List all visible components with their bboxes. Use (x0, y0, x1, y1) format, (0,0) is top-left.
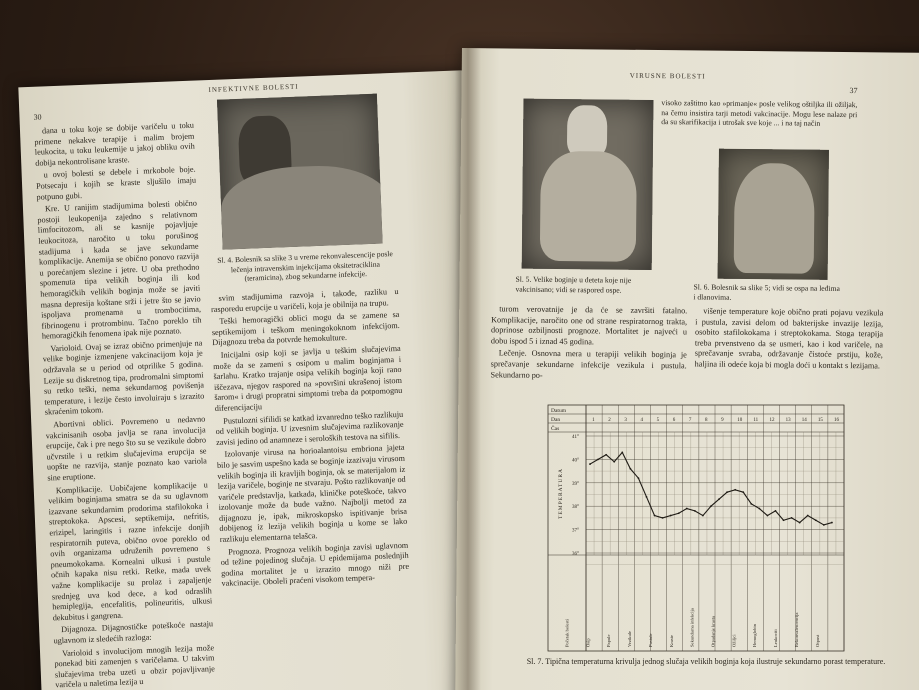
bottom-row-label: Vezikule (627, 630, 633, 647)
temperature-point (621, 451, 623, 453)
temperature-point (670, 515, 672, 517)
temperature-point (783, 519, 785, 521)
temperature-point (734, 489, 736, 491)
temperature-point (807, 515, 809, 517)
left-col1-p5: Abortivni oblici. Povremeno u nedavno vakcinisanih osoba javlja se rana involucija erupcije, čak i pre nego što su se vezikule dobro učvrstile i u retkim slučajevima erupcija se uopšte ne razvija, stanje poznato kao variola sine eruptione. (45, 414, 207, 483)
right-col1-p1: turom verovatnije je da će se završiti fatalno. Komplikacije, naročito one od strane respiratornog trakta, doprinose ozbiljnosti prognoze. Mortalitet je najveći u dobu ispod 5 i iznad 45 godina. (490, 304, 688, 347)
temperature-point (750, 503, 752, 505)
fig5-caption: Sl. 5. Velike boginje u deteta koje nije vakcinisano; vidi se raspored ospe. (515, 274, 632, 295)
day-label: 1 (592, 418, 595, 423)
temperature-point (605, 454, 607, 456)
y-tick-label: 39° (572, 481, 579, 487)
day-label: 15 (817, 418, 823, 423)
left-col1-p3: Kre. U ranijim stadijumima bolesti obično postoji leukopenija zajedno s relativnom limfocitozom, ali se kasnije pojavljuje leukocitoza, naročito u toku porušinog stadijuma i kada se jave sekundarne komplikacije. Anemija se obično ponovo razvija u porećanjem slezine i jetre. U oba prethodno spomenuta tipa velikih boginja ili kod hemoragičkih velikih boginja može se javiti masna depresija koštane srži i jetre što se javio ispoljava promenama u trombocitima, fibrinogenu i protrombinu. Tačno poreklo tih hemoragičkih fenomena ipak nije poznato. (37, 198, 202, 341)
left-column-1 (34, 121, 217, 690)
fig4-photo (217, 94, 383, 250)
temperature-point (638, 477, 640, 479)
right-col1-p2: Lečenje. Osnovna mera u terapiji velikih boginja je sprečavanje sekundarne infekcije vezikula i pustula. Sekundarno po- (490, 348, 687, 380)
left-col2-p5: Izolovanje virusa na horioalantoisu embriona jajeta bilo je sasvim uspešno kada se boginje izazivaju virusom velikih boginja ili kravljih boginja, ok se materijalom iz lezija varičele, boginje ne stvaraju. Pošto razlikovanje od varičele predstavlja, katkada, kliničke poteškoće, takvo izolovanje može da bude važno. Najbolji metod za dijagnozu je, ipak, mikroskopsko ispitivanje brisa dobijenog iz lezija velikih boginja u kome se lako razlikuju elementarna telašca. (216, 443, 408, 545)
y-tick-label: 41° (572, 435, 579, 440)
left-col1-p7: Dijagnoza. Dijagnostičke poteškoće nastaju uglavnom iz sledećih razloga: (53, 619, 214, 646)
temperature-point (718, 498, 720, 500)
header-row-label: Dan (551, 417, 561, 423)
fig5-head (567, 105, 608, 157)
temperature-point (678, 512, 680, 514)
fig5-body (540, 151, 637, 262)
temperature-point (742, 491, 744, 493)
left-col2-p4: Pustulozni sifilidi se katkad izvanredno teško razlikuju od velikih boginja. U izvesnim slučajevima razlikovanje zavisi jedino od anamneze i seroloških testova na sifilis. (215, 409, 404, 447)
left-col1-p6: Komplikacije. Uobičajene komplikacije u velikim boginjama smatra se da su uglavnom izazvane sekundarnim prodorima stafilokoka i streptokoka. Apscesi, septikemija, nefritis, erizipel, laringitis i razne infekcije donjih respiratornih puteva, obično ovoe poreklo od ovih organizama udruženih povremeno s pneumokokama. Kornealni ulkusi i pustule očnih kapaka nisu retki. Retke, mada uvek važne komplikacije su prolaz i zapaljenje srednjeg uva kod dece, a kod odraslih hemiplegija, encefalitis, polineuritis, ulkusi dekubitus i gangrena. (48, 479, 213, 623)
left-col2-p3: Inicijalni osip koji se javlja u teškim slučajevima može da se zameni s osipom u malim boginjama i šarlahu. Kratko trajanje osipa velikih boginja koji rano iščezava, njegov raspored na »površini ukrašenoj istom šarom« i drugi propratni simptomi treba da potpomognu diferencijaciju (213, 343, 403, 413)
bottom-row-label: Hemoglobin (752, 624, 758, 647)
y-tick-label: 37° (572, 528, 579, 534)
temperature-point (758, 508, 760, 510)
temperature-point (629, 468, 631, 470)
y-tick-label: 40° (572, 458, 579, 464)
temperature-point (597, 459, 599, 461)
left-col1-p4: Varioloid. Ovaj se izraz obično primenjuje na velike boginje izmenjene vakcinacijom koja je održavala se u period od otprilike 5 godina. Lezije su diskretnog tipa, prodromalni simptomi su retko teški, nema sekundarnog povišenja temperature, i lezije često involuiraju s izrazito skraćenim tokom. (42, 338, 205, 418)
bottom-row-label: Otpust (814, 634, 820, 647)
day-label: 10 (737, 418, 743, 423)
bottom-row-label: Ožiljci (731, 634, 737, 647)
left-col1-p1: dana u toku koje se dobije varičelu u toku primene nekakve terapije i malim brojem leukocita, u toku leukemije u jakoj obliku ovih dobija nekontrolisane kraste. (34, 120, 195, 168)
right-column-2 (694, 306, 883, 408)
chart-svg (548, 405, 848, 655)
temperature-point (726, 491, 728, 493)
temperature-point (654, 515, 656, 517)
right-column-1 (490, 304, 687, 396)
temperature-point (694, 510, 696, 512)
bottom-row-label: Papule (606, 634, 612, 647)
day-label: 8 (704, 418, 708, 423)
right-col2-p1: višenje temperature koje obično prati pojavu vezikula i pustula, zavisi delom od bakterijske invazije lezija, osobito stafilokokama i streptokokama. Stoga terapija treba prvenstveno da se usmeri, kao i kod varičele, na sprečavanje svraba, održavanje čistoće prstiju, kože, haljina ili odeće koja bi mogla doći u kontakt s lezijama. (694, 306, 884, 371)
left-col2-p1: svim stadijumima razvoja i, takođe, razliku u rasporedu erupcije u varičeli, koja je obilnija na trupu. (210, 286, 399, 314)
temperature-point (815, 519, 817, 521)
day-label: 14 (801, 418, 807, 423)
temperature-point (775, 510, 777, 512)
left-col1-p8: Varioloid s involucijom mnogih lezija može ponekad biti zamenjen s varičelama. U takvim slučajevima treba uzeti u obzir pojavljivanje varičela u naletima lezija u (54, 642, 215, 690)
left-column-2 (210, 287, 414, 690)
bottom-row-label: Rekonvalescencija (793, 612, 799, 647)
temperature-point (686, 508, 688, 510)
temperature-point (589, 463, 591, 465)
day-label: 6 (672, 418, 676, 423)
temperature-point (662, 517, 664, 519)
left-page (18, 70, 494, 690)
day-label: 16 (833, 418, 839, 423)
left-page-number: 30 (33, 112, 42, 122)
right-page-number: 37 (849, 86, 858, 96)
right-running-head: VIRUSNE BOLESTI (629, 71, 706, 81)
temperature-point (823, 524, 825, 526)
temperature-point (831, 522, 833, 524)
temperature-point (791, 517, 793, 519)
day-label: 12 (769, 418, 775, 423)
temperature-point (613, 461, 615, 463)
left-col1-p2: u ovoj bolesti se debele i mrkobole boje. Potsecaju i kojih se kraste sljušilo imaju potpuno gubi. (35, 164, 197, 202)
temperature-point (646, 496, 648, 498)
left-col2-p6: Prognoza. Prognoza velikih boginja zavisi uglavnom od težine pojedinog slučaja. U epidemijama poslednjih godina mortalitet je u izrazito mnogo niži pre vakcinacije. Oboleli prаćeni visokom tempera- (220, 540, 410, 589)
left-col2-p2: Teški hemoragički oblici mogu da se zamene sa septikemijom i teškom meningokoknom infekcijom. Dijagnozu treba da potvrde hemokulture. (211, 310, 400, 348)
fig6-photo (718, 149, 829, 280)
day-label: 2 (608, 418, 611, 423)
bottom-row-label: Kraste (668, 635, 674, 647)
bottom-row-label: Početak bolesti (564, 619, 570, 647)
day-label: 3 (624, 418, 627, 423)
temperature-point (702, 515, 704, 517)
temperature-point (710, 505, 712, 507)
day-label: 4 (640, 418, 643, 423)
y-tick-label: 36° (572, 552, 579, 557)
bottom-row-label: Osip (585, 638, 591, 647)
temperature-point (799, 522, 801, 524)
right-top-fragment: visoko zaštitno kao »primanje« posle velikog oštiljka ili ožiljak, na čemu insistira tarji metodi vakcinacije. Mogu lese nalaze pri da su skarifikacija i utrošak sve koje ... i na taj način (661, 98, 858, 128)
left-running-head: INFEKTIVNE BOLESTI (208, 82, 299, 95)
fig6-caption: Sl. 6. Bolesnik sa slike 5; vidi se ospa na leđima i dlanovima. (693, 282, 840, 302)
day-label: 11 (753, 418, 759, 423)
book-gutter (455, 40, 481, 690)
y-tick-label: 38° (572, 505, 579, 511)
header-row-label: Datum (551, 408, 566, 414)
bottom-row-label: Leukociti (773, 629, 779, 647)
fig4-caption: Sl. 4. Bolesnik sa slike 3 u vreme rekonvalescencije posle lečenja intravenskim injekcijama oksitetraciklina (teramicina), zbog sekundarne infekcije. (217, 249, 393, 283)
bottom-row-label: Pustule (647, 633, 653, 647)
bottom-row-label: Otpadanje krasta (710, 616, 716, 647)
fig7-caption: Sl. 7. Tipična temperaturna krivulja jednog slučaja velikih boginja koja ilustruje sekundarno porast temperature. (526, 657, 886, 666)
fig5-photo (522, 99, 654, 270)
fig7-temperature-chart (548, 405, 848, 655)
y-axis-label: TEMPERATURA (558, 467, 564, 520)
day-label: 9 (721, 418, 724, 423)
temperature-point (767, 515, 769, 517)
fig6-back (734, 163, 815, 274)
day-label: 7 (688, 418, 692, 423)
day-label: 5 (656, 418, 660, 423)
bottom-row-label: Sekundarna infekcija (689, 608, 695, 647)
day-label: 13 (785, 418, 791, 423)
chart-frame (548, 405, 844, 651)
header-row-label: Čas (551, 426, 560, 432)
